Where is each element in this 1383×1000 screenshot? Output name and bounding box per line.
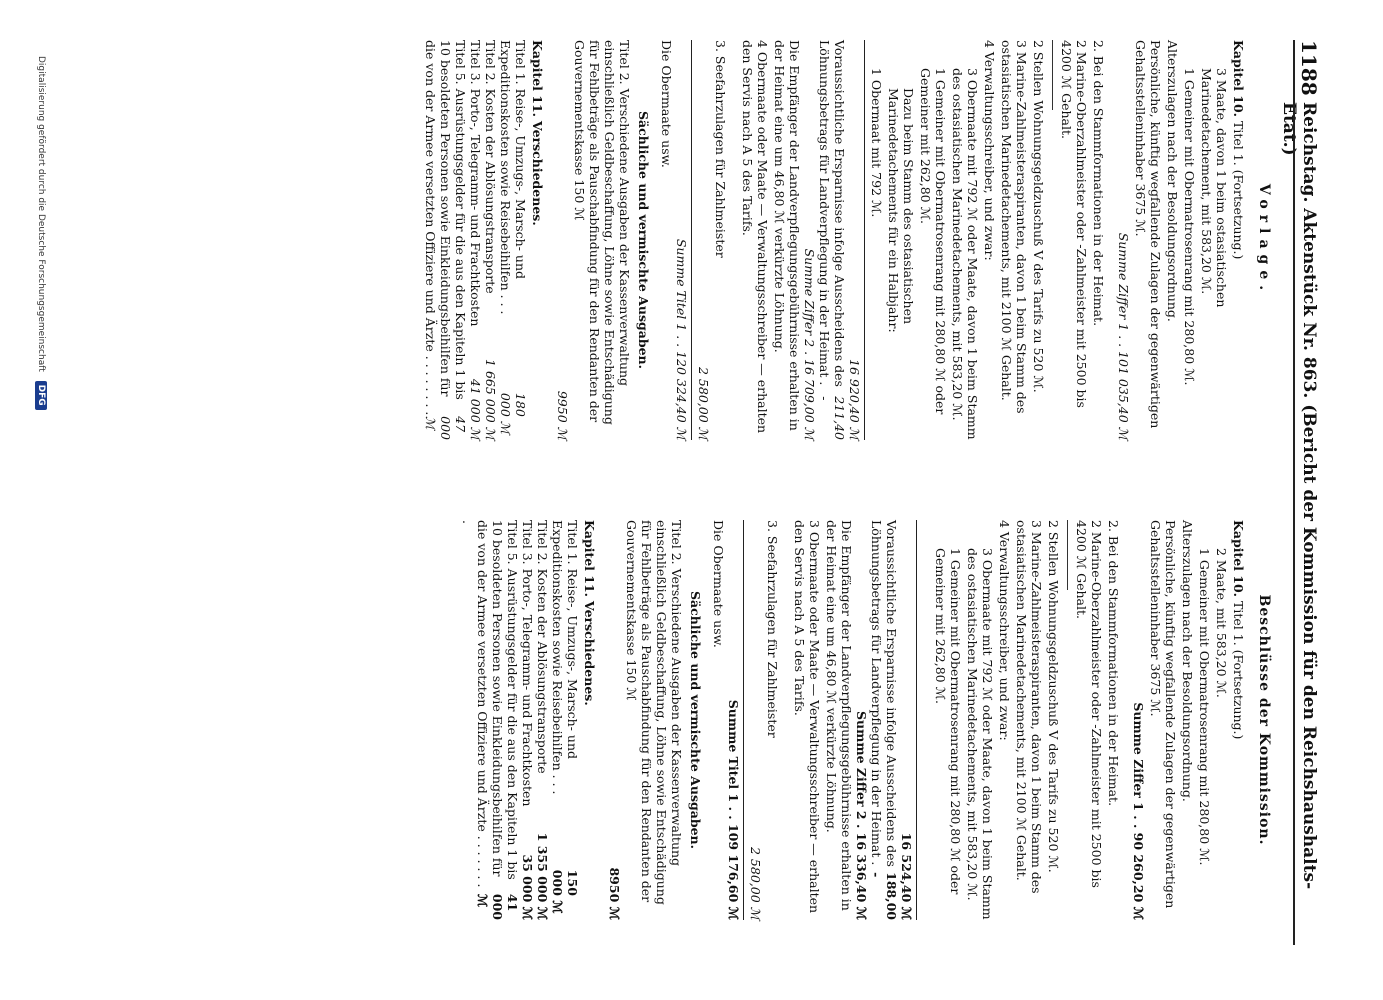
line-value: 180 000 ℳ: [498, 392, 528, 435]
line-item: 1 Gemeiner mit Obermatrosenrang mit 280,80 ℳ.: [1197, 548, 1212, 866]
line-value: 47 000 ℳ: [423, 416, 468, 440]
line-item: Alterszulagen nach der Besoldungsordnung.: [1180, 520, 1195, 802]
note: 4 Obermaate oder Maate — Verwaltungsschreiber — erhalten den Servis nach A 5 des Tarifs.: [740, 40, 770, 434]
line-item: Titel 2. Verschiedene Ausgaben der Kassenverwaltung einschließlich Geldbeschaffung, Löhne sowie Entschädigung für Fehlbeträge als Pauschabfindung für den Rendanten der Gouvernementskasse 150 ℳ: [624, 520, 684, 905]
line-item: Persönliche, künftig wegfallende Zulagen der gegenwärtigen Gehaltsstelleninhaber 3675 ℳ.: [1148, 520, 1178, 909]
line-item: Titel 2. Verschiedene Ausgaben der Kassenverwaltung einschließlich Geldbeschaffung, Löhne sowie Entschädigung für Fehlbeträge als Pauschabfindung für den Rendanten der Gouvernementskasse 150 ℳ: [572, 40, 632, 425]
line-value: 8950 ℳ: [607, 867, 622, 920]
line-item: 3 Marine-Zahlmeisteraspiranten, davon 1 beim Stamm des ostasiatischen Marinedetachements, mit 2100 ℳ Gehalt.: [999, 40, 1029, 414]
section-title: Beschlüsse der Kommission.: [1256, 594, 1272, 846]
subsection-heading: 3. Seefahrzulagen für Zahlmeister: [765, 520, 780, 738]
line-item: 1 Obermaat mit 792 ℳ.: [869, 68, 884, 218]
subsection-heading: 2. Bei den Stammformationen in der Heimat.: [1091, 40, 1106, 327]
line-item: Titel 1. Reise-, Umzugs-, Marsch- und Expeditionskosten sowie Reisebeihilfen . . .: [498, 40, 528, 315]
subsection-heading: Sächliche und vermischte Ausgaben.: [636, 111, 651, 369]
sum-line: Summe Ziffer 2 . 16 336,40 ℳ: [854, 711, 869, 920]
note: Die Empfänger der Landverpflegungsgebührnisse erhalten in der Heimat eine um 46,80 ℳ verkürzte Löhnung.: [824, 520, 854, 911]
kapitel-title: Verschiedenes.: [530, 121, 545, 226]
subsection-heading: 3. Seefahrzulagen für Zahlmeister: [713, 40, 728, 258]
sum-line: Summe Titel 1 . . 109 176,60 ℳ: [726, 520, 744, 920]
line-value: 2 580,00 ℳ: [748, 846, 763, 920]
line-value: 2 580,00 ℳ: [696, 366, 711, 440]
line-value: 211,40 -: [817, 396, 847, 440]
line-item: 1 Gemeiner mit Obermatrosenrang mit 280,80 ℳ oder Gemeiner mit 262,80 ℳ.: [918, 68, 948, 415]
kapitel-label: Kapitel 10.: [1231, 40, 1246, 118]
line-item: Voraussichtliche Ersparnisse infolge Ausscheidens des Löhnungsbetrags für Landverpflegung in der Heimat .: [869, 520, 899, 867]
line-value: 35 000 ℳ: [520, 854, 535, 920]
line-item: 1 Gemeiner mit Obermatrosenrang mit 280,80 ℳ.: [1182, 68, 1197, 386]
line-item: Titel 1. Reise-, Umzugs-, Marsch- und Expeditionskosten sowie Reisebeihilfen . . .: [550, 520, 580, 795]
line-item: 3 Marine-Zahlmeisteraspiranten, davon 1 beim Stamm des ostasiatischen Marinedetachements, mit 2100 ℳ Gehalt.: [1014, 520, 1044, 894]
sum-line: Summe Ziffer 1 . . 90 260,20 ℳ: [1131, 702, 1146, 920]
note: Die Obermaate usw.: [659, 40, 674, 168]
line-item: Titel 3. Porto-, Telegramm- und Frachtkosten: [468, 40, 483, 327]
kapitel-label: Kapitel 10.: [1231, 520, 1246, 598]
digitization-credit: [35, 56, 47, 410]
titel-heading: Titel 1. (Fortsetzung.): [1231, 601, 1246, 740]
subtotal: 16 524,40 ℳ: [899, 520, 917, 920]
divider: [1067, 520, 1068, 590]
line-item: 2 Stellen Wohnungsgeldzuschuß V des Tarifs zu 520 ℳ.: [1031, 40, 1046, 393]
line-item: Persönliche, künftig wegfallende Zulagen der gegenwärtigen Gehaltsstelleninhaber 3675 ℳ.: [1133, 40, 1163, 429]
titel-heading: Titel 1. (Fortsetzung.): [1231, 121, 1246, 260]
divider: [1052, 40, 1053, 110]
note: Die Obermaate usw.: [711, 520, 726, 648]
line-item: Titel 2. Kosten der Ablösungstransporte: [483, 40, 498, 294]
line-value: 41 000 ℳ: [468, 378, 483, 440]
kapitel-title: Verschiedenes.: [582, 601, 597, 706]
section-title: Vorlage.: [1256, 183, 1272, 297]
line-item: 3 Obermaate mit 792 ℳ oder Maate, davon 1 beim Stamm des ostasiatischen Marinedetachements, mit 583,20 ℳ.: [965, 548, 995, 920]
line-item: 2 Marine-Oberzahlmeister oder -Zahlmeister mit 2500 bis 4200 ℳ Gehalt.: [1059, 40, 1089, 408]
line-item: 2 Stellen Wohnungsgeldzuschuß V des Tarifs zu 520 ℳ.: [1046, 520, 1061, 873]
line-value: 1 665 000 ℳ: [483, 359, 498, 440]
line-item: Voraussichtliche Ersparnisse infolge Ausscheidens des Löhnungsbetrags für Landverpflegung in der Heimat .: [817, 40, 847, 387]
header-rule: [1293, 40, 1295, 945]
kapitel-label: Kapitel 11.: [582, 520, 597, 598]
sum-line: Summe Titel 1 . . 120 324,40 ℳ: [674, 40, 692, 440]
subsection-heading: Sächliche und vermischte Ausgaben.: [688, 591, 703, 849]
page-title: Reichstag. Aktenstück Nr. 863. (Bericht der Kommission für den Reichshaushalts-Etat.): [1279, 102, 1319, 890]
page-number: 1188: [1297, 40, 1321, 96]
note: Die Empfänger der Landverpflegungsgebührnisse erhalten in der Heimat eine um 46,80 ℳ verkürzte Löhnung.: [772, 40, 802, 431]
line-item: Titel 5. Ausrüstungsgelder für die aus den Kapiteln 1 bis 10 besoldeten Personen sowie Einkleidungsbeihilfen für die von der Armee versetzten Offiziere und Ärzte . . . . . . . .: [460, 520, 520, 888]
subtotal: 16 920,40 ℳ: [847, 40, 865, 440]
note: 3 Obermaate oder Maate — Verwaltungsschreiber — erhalten den Servis nach A 5 des Tarifs.: [792, 520, 822, 914]
sum-line: Summe Ziffer 1 . . 101 035,40 ℳ: [1116, 232, 1131, 440]
line-item: 2 Marine-Oberzahlmeister oder -Zahlmeister mit 2500 bis 4200 ℳ Gehalt.: [1074, 520, 1104, 888]
line-value: 1 355 000 ℳ: [535, 832, 550, 920]
dfg-logo: DFG: [35, 381, 47, 410]
line-item: 1 Gemeiner mit Obermatrosenrang mit 280,80 ℳ oder Gemeiner mit 262,80 ℳ.: [933, 548, 963, 895]
line-item: 3 Obermaate mit 792 ℳ oder Maate, davon 1 beim Stamm des ostasiatischen Marinedetachements, mit 583,20 ℳ.: [950, 68, 980, 440]
column-vorlage: [423, 40, 1275, 440]
line-item: 2 Maate, mit 583,20 ℳ.: [1214, 548, 1229, 698]
subsection-heading: 2. Bei den Stammformationen in der Heimat.: [1106, 520, 1121, 807]
line-item: Alterszulagen nach der Besoldungsordnung.: [1165, 40, 1180, 322]
line-item: 4 Verwaltungsschreiber, und zwar:: [997, 520, 1012, 741]
line-item: Dazu beim Stamm des ostasiatischen Marinedetachements für ein Halbjahr:: [886, 88, 916, 333]
line-value: 150 000 ℳ: [550, 869, 580, 914]
line-item: 3 Maate, davon 1 beim ostasiatischen Marinedetachement, mit 583,20 ℳ.: [1199, 68, 1229, 308]
line-value: 188,00 -: [869, 872, 899, 920]
line-value: 41 000 ℳ: [475, 893, 520, 920]
kapitel-label: Kapitel 11.: [530, 40, 545, 118]
line-value: 9950 ℳ: [555, 390, 570, 440]
credit-text: Digitalisierung gefördert durch die Deutsche Forschungsgemeinschaft: [36, 56, 46, 372]
sum-line: Summe Ziffer 2 . 16 709,00 ℳ: [802, 248, 817, 440]
line-item: Titel 2. Kosten der Ablösungstransporte: [535, 520, 550, 774]
line-item: Titel 5. Ausrüstungsgelder für die aus den Kapiteln 1 bis 10 besoldeten Personen sowie Einkleidungsbeihilfen für die von der Armee versetzten Offiziere und Ärzte . . . . . . . .: [423, 40, 468, 416]
line-item: 4 Verwaltungsschreiber, und zwar:: [982, 40, 997, 261]
column-beschluesse: [460, 520, 1275, 920]
line-item: Titel 3. Porto-, Telegramm- und Frachtkosten: [520, 520, 535, 807]
